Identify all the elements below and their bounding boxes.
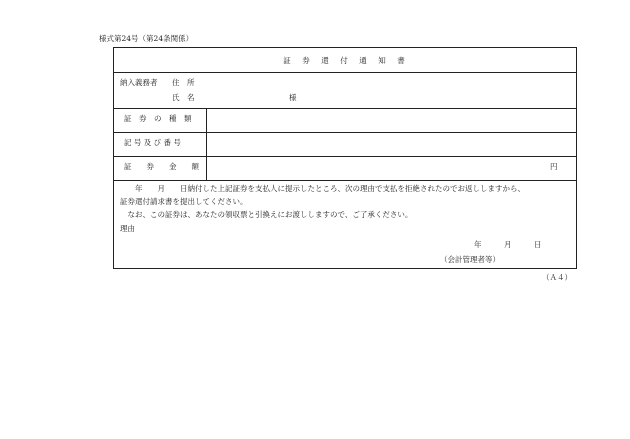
row-divider (114, 132, 576, 133)
amount-unit: 円 (550, 162, 558, 171)
column-divider (206, 108, 207, 180)
honorific: 様 (289, 93, 297, 102)
taxpayer-label: 納入義務者 (120, 78, 158, 87)
row-divider (114, 180, 576, 181)
row-divider (114, 108, 576, 109)
name-label: 氏 名 (172, 93, 195, 102)
paper-size: （Ａ４） (542, 273, 572, 282)
securities-type-label: 証 券 の 種 類 (124, 114, 192, 123)
address-label: 住 所 (172, 78, 195, 87)
form-title: 証 券 還 付 通 知 書 (283, 56, 407, 65)
notice-line-1: 年 月 日納付した上記証券を支払人に提示したところ、次の理由で支払を拒絶されたのでお返ししますから、 (120, 184, 525, 193)
signer: （会計管理者等） (440, 255, 500, 264)
issue-date: 年 月 日 (474, 240, 542, 249)
row-divider (114, 72, 576, 73)
reason-label: 理由 (120, 224, 135, 233)
amount-label: 証 券 金 額 (124, 162, 199, 171)
symbol-number-label: 記 号 及 び 番 号 (124, 138, 181, 147)
notice-line-2: 証券還付請求書を提出してください。 (120, 197, 248, 206)
notice-form (113, 47, 577, 269)
form-number: 様式第24号（第24条関係） (99, 34, 194, 43)
notice-line-3: なお、この証券は、あなたの領収票と引換えにお渡ししますので、ご了承ください。 (120, 210, 413, 219)
row-divider (114, 156, 576, 157)
